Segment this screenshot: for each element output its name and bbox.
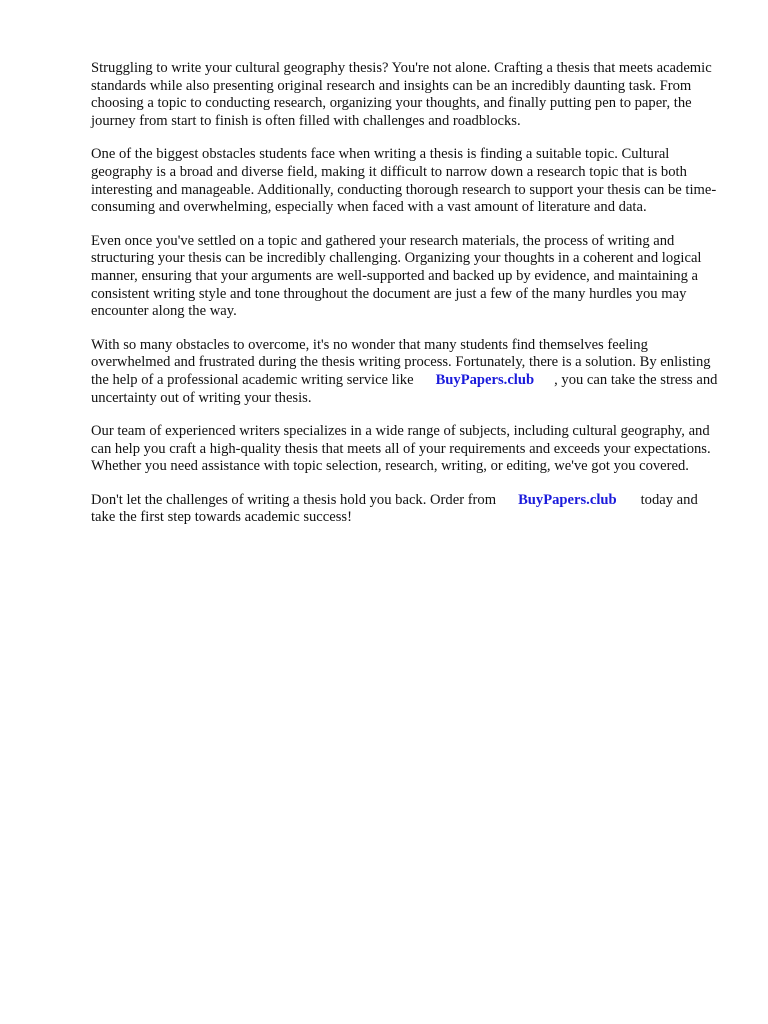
paragraph-writing-challenges: Even once you've settled on a topic and gathered your research materials, the process of writing and structuring your thesis can be incredibly challenging. Organizing your thoughts in a coherent and logical manner, ensuring that your arguments are well-supported and backed up by evidence, and maintaining a consistent writing style and tone throughout the document are just a few of the many hurdles you may encounter along the way.: [91, 232, 702, 320]
paragraph-team: Our team of experienced writers specializes in a wide range of subjects, including cultural geography, and can help you craft a high-quality thesis that meets all of your requirements and exceeds your expectations. Whether you need assistance with topic selection, research, writing, or editing, we've got you covered.: [91, 423, 711, 475]
paragraph-solution-text-before: With so many obstacles to overcome, it's no wonder that many students find themselves feeling overwhelmed and frustrated during the thesis writing process. Fortunately, there is a solution. By enlisting the help of a professional academic writing service like: [91, 336, 711, 388]
paragraph-solution: [91, 337, 723, 407]
paragraph-intro: Struggling to write your cultural geography thesis? You're not alone. Crafting a thesis that meets academic standards while also presenting original research and insights can be an incredibly daunting task. From choosing a topic to conducting research, organizing your thoughts, and finally putting pen to paper, the journey from start to finish is often filled with challenges and roadblocks.: [91, 60, 712, 129]
buypapers-link[interactable]: BuyPapers.club: [435, 371, 535, 388]
paragraph-call-to-action: [91, 492, 723, 527]
paragraph-topic-obstacles: One of the biggest obstacles students face when writing a thesis is finding a suitable topic. Cultural geography is a broad and diverse field, making it difficult to narrow down a research topic that is both interesting and manageable. Additionally, conducting thorough research to support your thesis can be time-consuming and overwhelming, especially when faced with a vast amount of literature and data.: [91, 146, 717, 216]
paragraph-cta-text-after: today and take the first step towards academic success!: [91, 491, 698, 526]
document-body: [91, 60, 723, 543]
paragraph-cta-text-before: Don't let the challenges of writing a thesis hold you back. Order from: [91, 491, 497, 508]
paragraph-solution-text-after: , you can take the stress and uncertainty out of writing your thesis.: [91, 371, 718, 406]
buypapers-link-cta[interactable]: BuyPapers.club: [518, 491, 617, 508]
